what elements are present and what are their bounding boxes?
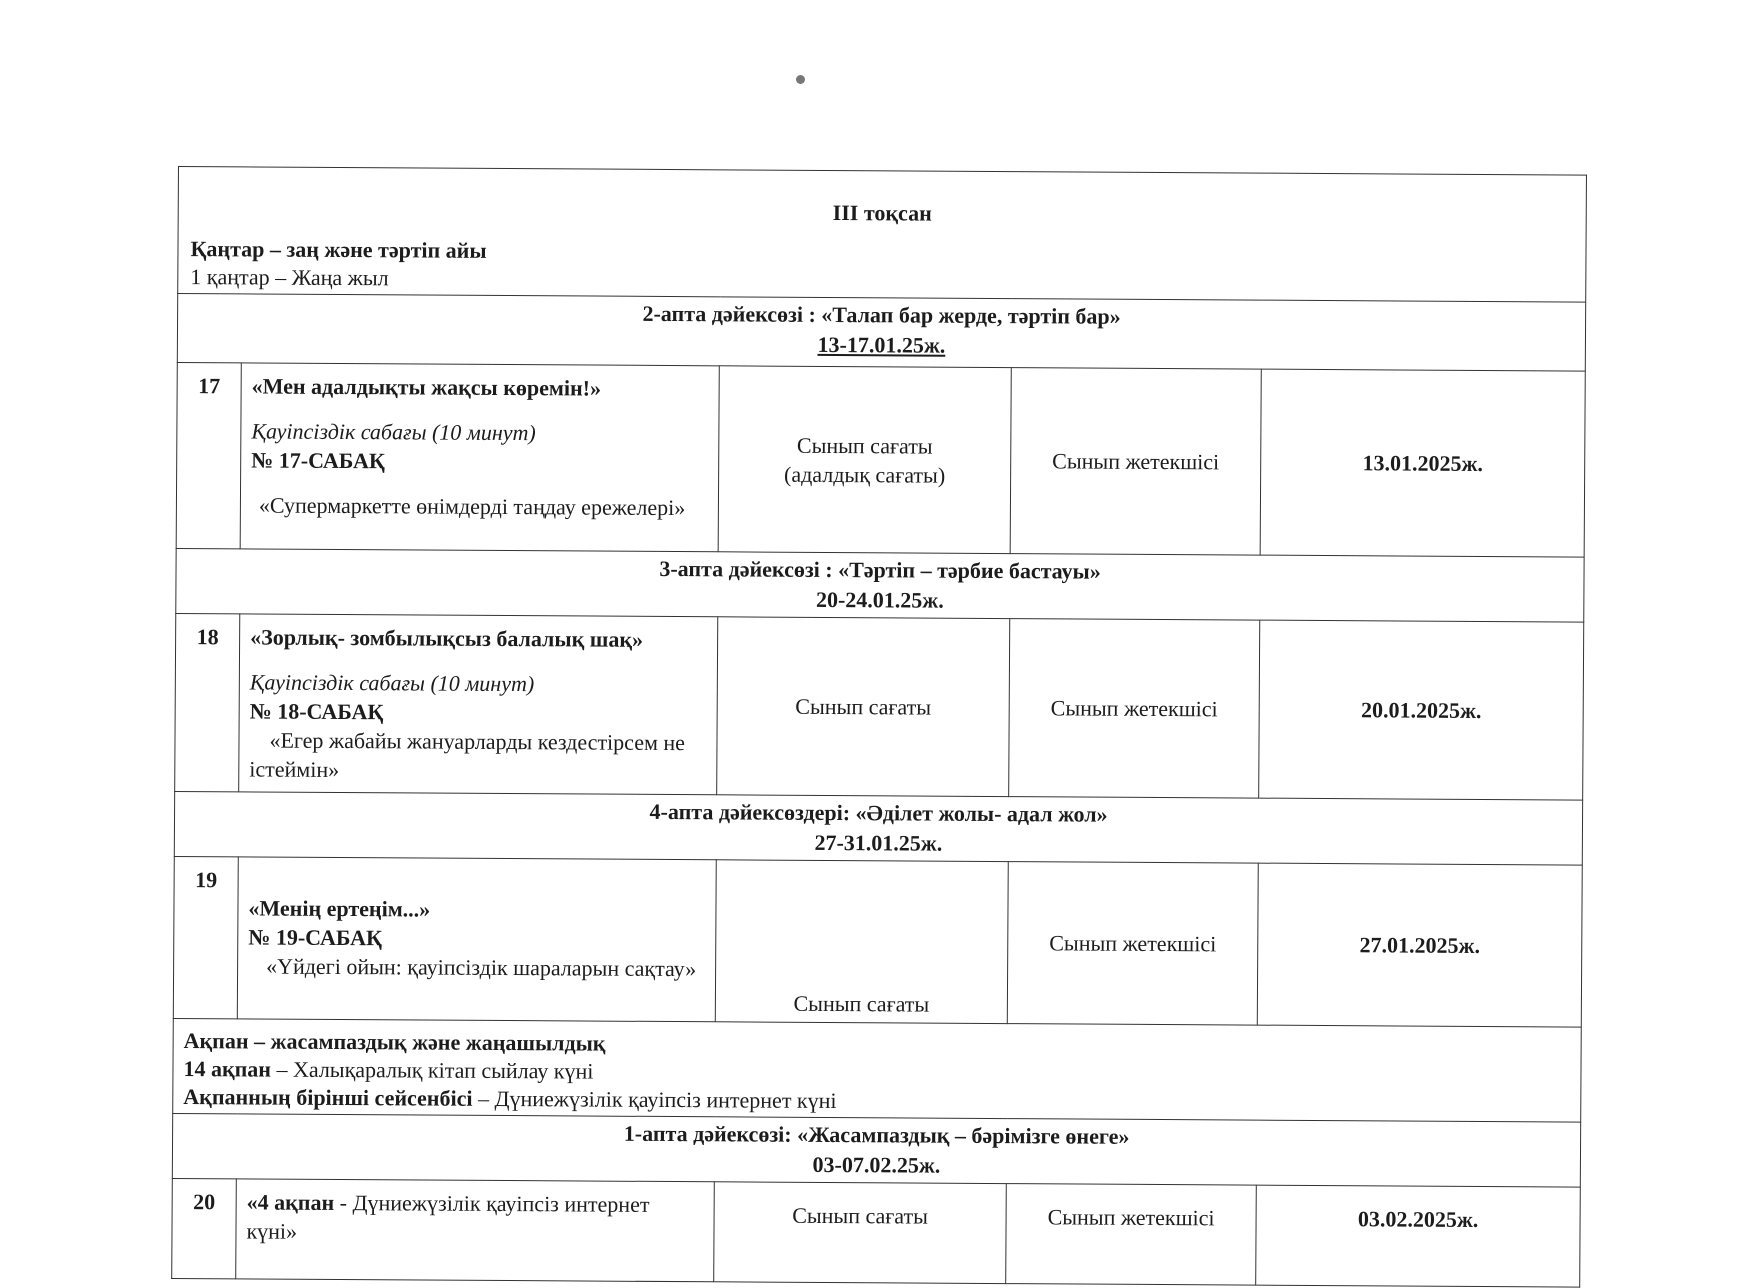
lesson-title: «Менің ертеңім...»	[248, 895, 431, 922]
lesson-responsible: Сынып жетекшісі	[1006, 1184, 1257, 1286]
february-line2-rest: – Дүниежүзілік қауіпсіз интернет күні	[472, 1085, 837, 1114]
lesson-no: № 19-САБАҚ	[248, 924, 383, 951]
lesson-title	[246, 1187, 703, 1248]
lesson-topic: «Егер жабайы жануарларды кездестірсем не істеймін»	[249, 727, 686, 782]
week-row	[172, 1113, 1580, 1187]
lesson-number: 18	[175, 613, 240, 791]
lesson-date: 13.01.2025ж.	[1260, 369, 1585, 557]
lesson-form: Сынып сағаты	[715, 860, 1008, 1024]
safety-note: Қауіпсіздік сабағы (10 минут)	[249, 669, 535, 697]
february-month-title: Ақпан – жасампаздық және жаңашылдық	[183, 1028, 606, 1056]
lesson-number: 19	[173, 856, 238, 1018]
lesson-number: 20	[172, 1178, 237, 1278]
week-motto: 4-апта дәйексөздері: «Әділет жолы- адал жол»	[649, 798, 1108, 827]
week-dates: 20-24.01.25ж.	[815, 586, 944, 613]
week-motto-cell	[177, 294, 1585, 372]
lesson-date: 20.01.2025ж.	[1259, 620, 1584, 800]
week-motto: 2-апта дәйексөзі : «Талап бар жерде, тәртіп бар»	[642, 300, 1121, 329]
february-line1-rest: – Халықаралық кітап сыйлау күні	[270, 1056, 594, 1084]
february-header-row	[173, 1018, 1582, 1122]
lesson-form-line2: (адалдық сағаты)	[783, 461, 946, 488]
february-header-cell	[173, 1018, 1582, 1122]
lesson-title-bold: «4 ақпан	[246, 1189, 335, 1215]
lesson-responsible: Сынып жетекшісі	[1010, 368, 1261, 556]
lesson-title-rest: - Дүниежүзілік қауіпсіз интернет күні»	[246, 1189, 650, 1244]
document-sheet	[171, 166, 1586, 1288]
week-motto-cell	[174, 791, 1582, 865]
lesson-topic: «Үйдегі ойын: қауіпсіздік шараларын сақтау»	[266, 953, 697, 982]
lesson-date: 27.01.2025ж.	[1257, 863, 1582, 1027]
week-dates: 13-17.01.25ж.	[817, 331, 946, 358]
lesson-row	[173, 856, 1582, 1027]
lesson-responsible: Сынып жетекшісі	[1009, 619, 1260, 799]
lesson-number: 17	[176, 362, 241, 548]
lesson-row	[175, 613, 1584, 800]
plan-table	[171, 166, 1587, 1288]
lesson-title: «Зорлық- зомбылықсыз балалық шақ»	[250, 624, 644, 652]
quarter-title: ІІІ тоқсан	[832, 200, 932, 226]
lesson-form: Сынып сағаты	[717, 617, 1010, 797]
lesson-no: № 17-САБАҚ	[251, 447, 385, 474]
lesson-title: «Мен адалдықты жақсы көремін!»	[251, 373, 602, 401]
lesson-no: № 18-САБАҚ	[249, 698, 384, 725]
february-line1-bold: 14 ақпан	[183, 1056, 272, 1082]
week-motto-cell	[176, 548, 1584, 622]
lesson-form	[718, 366, 1011, 554]
lesson-form: Сынып сағаты	[714, 1182, 1007, 1284]
lesson-row	[176, 362, 1585, 557]
scan-dot	[796, 75, 805, 84]
lesson-content	[240, 363, 719, 552]
lesson-responsible: Сынып жетекшісі	[1007, 862, 1258, 1026]
week-motto: 3-апта дәйексөзі : «Тәртіп – тәрбие бастауы»	[659, 555, 1101, 584]
lesson-form-line1: Сынып сағаты	[796, 432, 933, 459]
lesson-content	[237, 857, 716, 1022]
safety-note: Қауіпсіздік сабағы (10 минут)	[251, 418, 536, 446]
week-motto-cell	[172, 1113, 1580, 1187]
week-dates: 03-07.02.25ж.	[812, 1151, 941, 1178]
lesson-content	[239, 614, 718, 795]
january-header-row	[178, 167, 1587, 303]
week-motto: 1-апта дәйексөзі: «Жасампаздық – бәрімізге өнеге»	[623, 1120, 1130, 1149]
lesson-content	[236, 1179, 715, 1282]
week-row	[174, 791, 1582, 865]
january-header-cell	[178, 167, 1587, 303]
february-line2-bold: Ақпанның бірінші сейсенбісі	[183, 1084, 473, 1111]
week-dates: 27-31.01.25ж.	[814, 829, 943, 856]
lesson-topic: «Супермаркетте өнімдерді таңдау ережелері»	[258, 492, 686, 521]
january-month-title: Қаңтар – заң және тәртіп айы	[190, 236, 487, 263]
january-holiday: 1 қаңтар – Жаңа жыл	[190, 264, 389, 291]
week-row	[176, 548, 1584, 622]
week-row	[177, 294, 1585, 372]
lesson-row	[172, 1178, 1581, 1287]
lesson-date: 03.02.2025ж.	[1256, 1185, 1581, 1287]
